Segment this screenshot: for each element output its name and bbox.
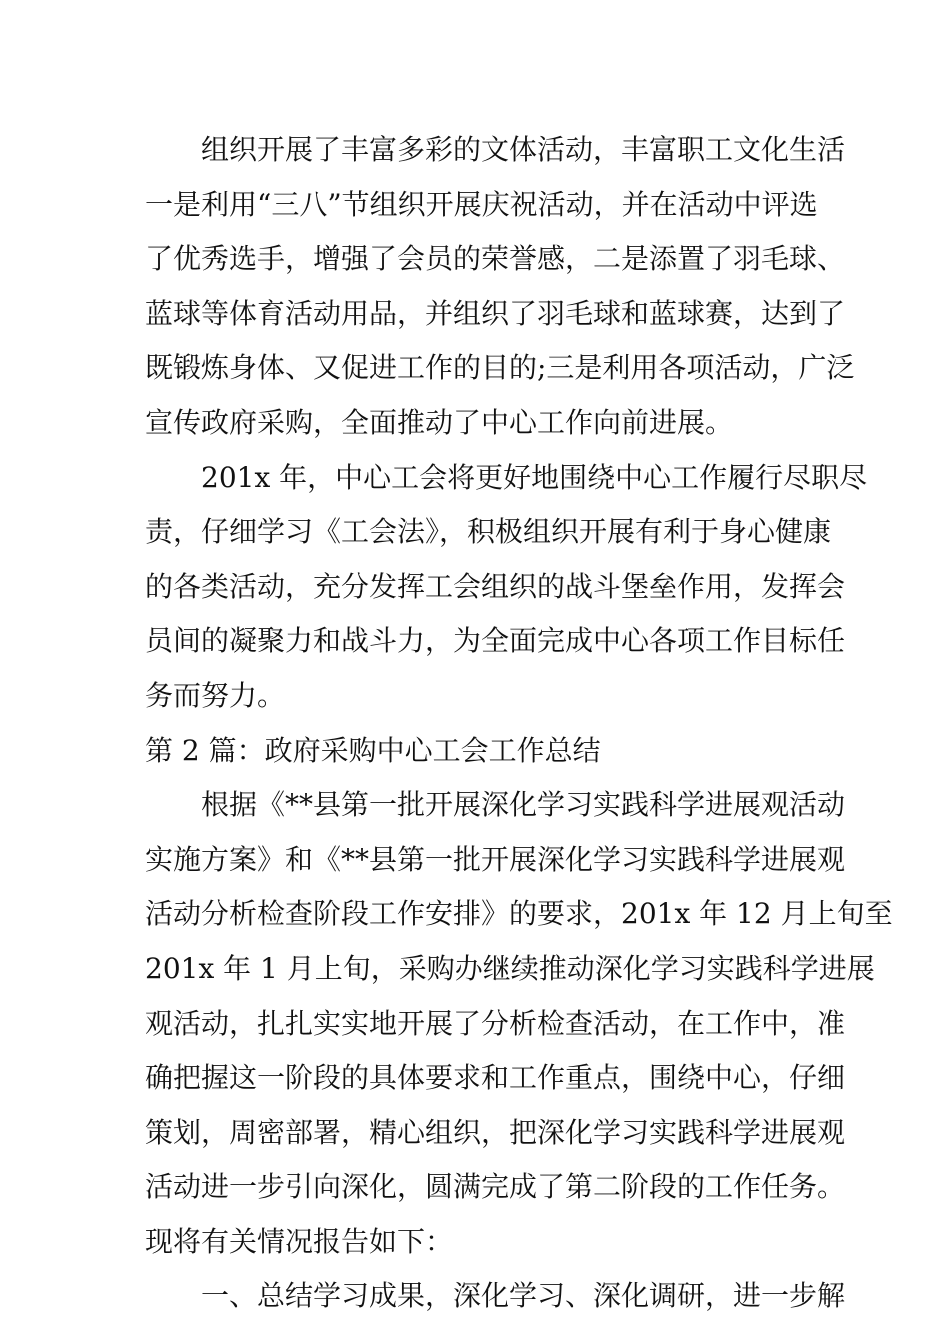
text-line: 组织开展了丰富多彩的文体活动，丰富职工文化生活 [201, 133, 846, 166]
text-line: 根据《**县第一批开展深化学习实践科学进展观活动 [201, 788, 846, 822]
text-line: 一、总结学习成果，深化学习、深化调研，进一步解 [201, 1279, 846, 1313]
text-line: 活动分析检查阶段工作安排》的要求，201x 年 12 月上旬至 [145, 897, 893, 931]
document-body [145, 123, 893, 1324]
text-line: 责，仔细学习《工会法》，积极组织开展有利于身心健康 [145, 515, 832, 549]
text-line: 了优秀选手，增强了会员的荣誉感，二是添置了羽毛球、 [145, 242, 846, 276]
text-line: 务而努力。 [145, 678, 286, 712]
text-line: 确把握这一阶段的具体要求和工作重点，围绕中心，仔细 [145, 1061, 846, 1095]
text-line: 201x 年，中心工会将更好地围绕中心工作履行尽职尽 [201, 460, 868, 494]
text-line: 策划，周密部署，精心组织，把深化学习实践科学进展观 [145, 1115, 846, 1149]
text-line: 员间的凝聚力和战斗力，为全面完成中心各项工作目标任 [145, 624, 846, 658]
text-line: 一是利用“三八”节组织开展庆祝活动，并在活动中评选 [145, 187, 818, 221]
text-line: 201x 年 1 月上旬，采购办继续推动深化学习实践科学进展 [145, 951, 875, 985]
text-line: 既锻炼身体、又促进工作的目的;三是利用各项活动，广泛 [145, 351, 855, 385]
text-line: 活动进一步引向深化，圆满完成了第二阶段的工作任务。 [145, 1170, 846, 1204]
text-line: 的各类活动，充分发挥工会组织的战斗堡垒作用，发挥会 [145, 569, 846, 603]
text-line: 实施方案》和《**县第一批开展深化学习实践科学进展观 [145, 842, 846, 876]
text-line: 现将有关情况报告如下： [145, 1224, 454, 1258]
text-line: 观活动，扎扎实实地开展了分析检查活动，在工作中，准 [145, 1006, 846, 1040]
text-line: 宣传政府采购，全面推动了中心工作向前进展。 [145, 405, 734, 439]
text-line: 蓝球等体育活动用品，并组织了羽毛球和蓝球赛，达到了 [145, 296, 846, 330]
section-heading: 第 2 篇：政府采购中心工会工作总结 [145, 733, 601, 767]
